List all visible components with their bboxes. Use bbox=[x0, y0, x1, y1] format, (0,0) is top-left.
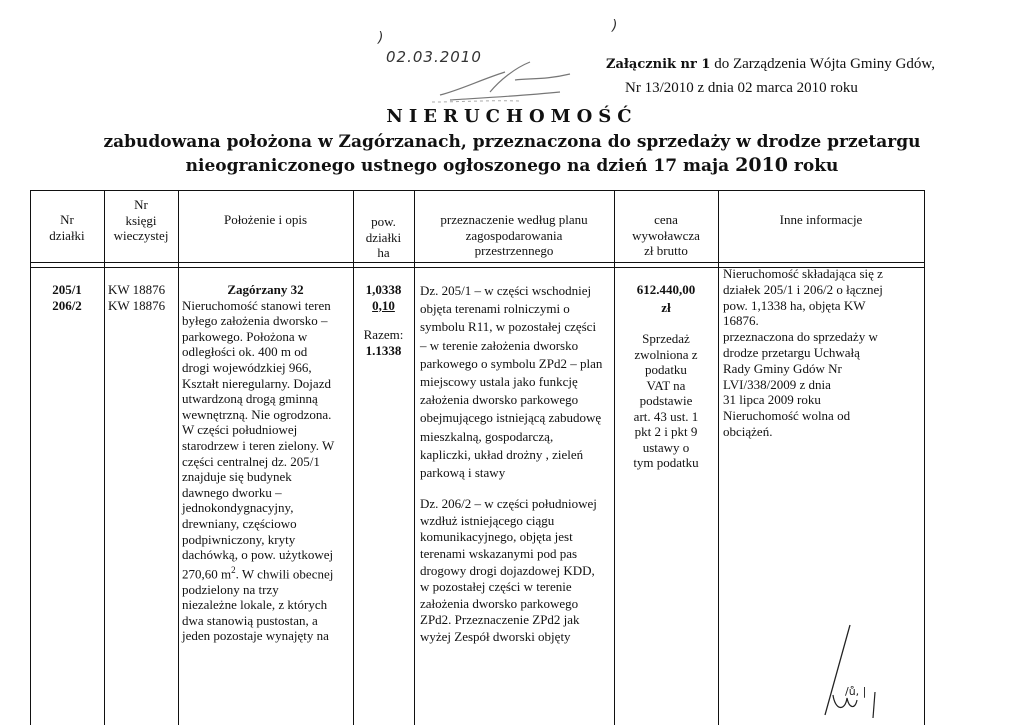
przeznaczenie-line: Dz. 206/2 – w części południowej bbox=[420, 496, 597, 512]
przeznaczenie-line: założenia dworsko parkowego bbox=[420, 595, 579, 611]
header-nr-dzialki bbox=[30, 212, 104, 243]
opis-area-value: 270,60 m bbox=[182, 566, 232, 582]
handwritten-initials bbox=[805, 620, 895, 720]
opis-line: dawnego dworku – bbox=[182, 484, 282, 500]
pow-cell bbox=[353, 282, 414, 358]
przeznaczenie-line: kapliczki, układ drożny , zieleń bbox=[420, 446, 584, 462]
cena-note-line: art. 43 ust. 1 bbox=[633, 408, 699, 424]
opis-line: utwardzoną drogą gminną bbox=[182, 391, 318, 407]
opis-area-line bbox=[182, 563, 349, 582]
header-text: zagospodarowania bbox=[465, 227, 563, 243]
inne-line: pow. 1,1338 ha, objęta KW bbox=[723, 297, 866, 313]
attachment-label: Załącznik nr 1 bbox=[606, 57, 711, 72]
przeznaczenie-cell bbox=[420, 282, 612, 646]
opis-line: wewnętrzną. Nie ogrodzona. bbox=[182, 406, 332, 422]
col-divider bbox=[178, 190, 179, 725]
header-nr-ksiegi bbox=[104, 197, 178, 244]
table-border-right bbox=[924, 190, 925, 725]
cena-note-line: tym podatku bbox=[633, 455, 699, 470]
opis-area-rest: . W chwili obecnej bbox=[235, 566, 334, 582]
header-cena bbox=[614, 212, 718, 259]
opis-line: jeden pozostaje wynajęty na bbox=[182, 628, 329, 644]
opis-line: niezależne lokale, z których bbox=[182, 597, 328, 613]
opis-line: parkowego. Położona w bbox=[182, 328, 308, 344]
cena-cell bbox=[614, 282, 718, 471]
header-text: ha bbox=[377, 245, 390, 260]
attachment-text: do Zarządzenia Wójta Gminy Gdów, bbox=[714, 56, 935, 72]
ksiega-number: KW 18876 bbox=[108, 282, 166, 297]
header-text: Nr bbox=[60, 212, 74, 227]
document-title: NIERUCHOMOŚĆ bbox=[386, 106, 638, 127]
header-inne: Inne informacje bbox=[779, 212, 863, 227]
opis-line: dwa stanowią pustostan, a bbox=[182, 612, 318, 628]
pow-razem-value: 1.1338 bbox=[365, 342, 402, 358]
inne-line: drodze przetargu Uchwałą bbox=[723, 344, 860, 360]
cena-note-line: zwolniona z bbox=[634, 346, 698, 362]
col-divider bbox=[104, 190, 105, 725]
przeznaczenie-line: objęta terenami rolniczymi o bbox=[420, 301, 570, 317]
header-text: działki bbox=[365, 229, 402, 245]
header-text: działki bbox=[49, 227, 85, 243]
przeznaczenie-line: wyżej Zespół dworski objęty bbox=[420, 628, 571, 644]
inne-line: 16876. bbox=[723, 313, 759, 329]
subtitle-line-2-suffix: roku bbox=[793, 156, 839, 176]
cena-note-line: Sprzedaż bbox=[642, 331, 690, 346]
opis-line: części centralnej dz. 205/1 bbox=[182, 453, 320, 469]
header-text: Nr bbox=[134, 197, 148, 212]
pow-value: 0,10 bbox=[372, 297, 395, 313]
header-text: cena bbox=[654, 212, 678, 227]
pow-razem-label: Razem: bbox=[363, 327, 404, 342]
col-divider bbox=[718, 190, 719, 725]
opis-line: dachówką, o pow. użytkowej bbox=[182, 547, 334, 563]
opis-line: drogi wojewódzkiej 966, bbox=[182, 359, 312, 375]
przeznaczenie-line: terenami wskazanymi pod pas bbox=[420, 546, 578, 562]
ksiega-number: KW 18876 bbox=[108, 297, 166, 313]
initials-text: /ů, | bbox=[845, 685, 867, 698]
inne-line: Rady Gminy Gdów Nr bbox=[723, 360, 842, 376]
header-text: przeznaczenie według planu bbox=[440, 212, 588, 227]
opis-lines bbox=[182, 298, 349, 563]
przeznaczenie-line: założenia dworsko parkowego bbox=[420, 392, 579, 408]
przeznaczenie-line: ZPd2. Przeznaczenie ZPd2 jak bbox=[420, 612, 580, 628]
przeznaczenie-line: wzdłuż istniejącego ciągu bbox=[420, 512, 555, 528]
header-text: przestrzennego bbox=[474, 243, 554, 258]
opis-line: Kształt nieregularny. Dojazd bbox=[182, 375, 331, 391]
opis-lines-after bbox=[182, 582, 349, 644]
cena-value: 612.440,00 bbox=[636, 282, 696, 297]
table-header-bottom bbox=[30, 262, 925, 263]
cena-note-line: ustawy o bbox=[642, 439, 690, 455]
opis-cell bbox=[182, 282, 349, 644]
cena-note-line: pkt 2 i pkt 9 bbox=[634, 424, 698, 439]
cena-note-line: podatku bbox=[645, 362, 687, 377]
przeznaczenie-line: miejscowy ustala jako funkcję bbox=[420, 374, 578, 390]
przeznaczenie-line: komunikacyjnego, objęta jest bbox=[420, 529, 573, 545]
header-text: księgi bbox=[125, 212, 157, 228]
opis-line: odległości ok. 400 m od bbox=[182, 344, 308, 360]
przeznaczenie-line: w pozostałej części w terenie bbox=[420, 579, 572, 595]
przeznaczenie-line: parkową i stawy bbox=[420, 465, 506, 481]
col-divider bbox=[353, 190, 354, 725]
handwritten-mark: ) bbox=[612, 18, 618, 34]
przeznaczenie-line: obejmującego istniejącą zabudowę bbox=[420, 410, 602, 426]
inne-line: obciążeń. bbox=[723, 423, 773, 439]
cena-note bbox=[614, 331, 718, 471]
header-text: wieczystej bbox=[113, 228, 169, 243]
inne-lines bbox=[723, 266, 920, 440]
subtitle-line-1: zabudowana położona w Zagórzanach, przeznaczona do sprzedaży w drodze przetargu bbox=[103, 132, 921, 152]
inne-line: przeznaczona do sprzedaży w bbox=[723, 329, 878, 345]
header-przeznaczenie bbox=[414, 212, 614, 259]
cena-note-line: VAT na bbox=[646, 377, 686, 393]
inne-line: Nieruchomość składająca się z bbox=[723, 266, 883, 281]
opis-area-sup: 2 bbox=[231, 564, 236, 575]
handwritten-mark: ) bbox=[378, 30, 384, 46]
opis-line: W części południowej bbox=[182, 422, 298, 438]
cena-note-line: podstawie bbox=[639, 393, 693, 408]
dzialka-number: 205/1 bbox=[52, 282, 82, 297]
opis-line: byłego założenia dworsko – bbox=[182, 313, 328, 329]
signature-scribble bbox=[420, 50, 590, 105]
inne-line: Nieruchomość wolna od bbox=[723, 408, 851, 424]
opis-line: znajduje się budynek bbox=[182, 469, 292, 485]
header-text: wywoławcza bbox=[632, 227, 700, 243]
table-border-top bbox=[30, 190, 925, 191]
inne-line: działek 205/1 i 206/2 o łącznej bbox=[723, 281, 883, 297]
ksiegi-cell bbox=[108, 282, 178, 313]
subtitle-line-2 bbox=[0, 154, 1024, 176]
przeznaczenie-line: parkowego o symbolu ZPd2 – plan bbox=[420, 355, 603, 371]
opis-line: jednokondygnacyjny, bbox=[182, 500, 294, 516]
przeznaczenie-line: drogowy drogi dojazdowej KDD, bbox=[420, 562, 595, 578]
header-pow bbox=[353, 214, 414, 261]
col-divider bbox=[414, 190, 415, 725]
opis-line: podpiwniczony, kryty bbox=[182, 531, 296, 547]
header-text: zł brutto bbox=[644, 243, 688, 258]
opis-line: starodrzew i teren zielony. W bbox=[182, 437, 335, 453]
przeznaczenie-paragraph-2 bbox=[420, 496, 612, 645]
przeznaczenie-line: – w terenie założenia dworsko bbox=[420, 337, 579, 353]
header-polozenie: Położenie i opis bbox=[223, 212, 308, 227]
order-line: Nr 13/2010 z dnia 02 marca 2010 roku bbox=[625, 80, 858, 96]
handwritten-date: 02.03.2010 bbox=[386, 48, 482, 66]
opis-line: podzielony na trzy bbox=[182, 581, 279, 597]
przeznaczenie-line: symbolu R11, w pozostałej części bbox=[420, 319, 597, 335]
inne-cell bbox=[723, 266, 920, 440]
przeznaczenie-line: mieszkalną, gospodarczą, bbox=[420, 428, 554, 444]
inne-line: LVI/338/2009 z dnia bbox=[723, 376, 831, 392]
cena-unit: zł bbox=[661, 299, 671, 315]
przeznaczenie-paragraph-1 bbox=[420, 282, 612, 482]
opis-title: Zagórzany 32 bbox=[227, 282, 304, 297]
attachment-line bbox=[606, 56, 935, 73]
header-text: pow. bbox=[371, 214, 396, 229]
opis-line: drewniany, częściowo bbox=[182, 515, 297, 531]
subtitle-year: 2010 bbox=[735, 154, 788, 176]
przeznaczenie-line: Dz. 205/1 – w części wschodniej bbox=[420, 283, 592, 298]
table-border-left bbox=[30, 190, 31, 725]
pow-value: 1,0338 bbox=[365, 282, 402, 297]
dzialka-number: 206/2 bbox=[52, 297, 82, 313]
subtitle-line-2-prefix: nieograniczonego ustnego ogłoszonego na dzień 17 maja bbox=[185, 156, 730, 176]
opis-line: Nieruchomość stanowi teren bbox=[182, 297, 331, 313]
dzialki-cell bbox=[30, 282, 104, 313]
inne-line: 31 lipca 2009 roku bbox=[723, 392, 821, 408]
